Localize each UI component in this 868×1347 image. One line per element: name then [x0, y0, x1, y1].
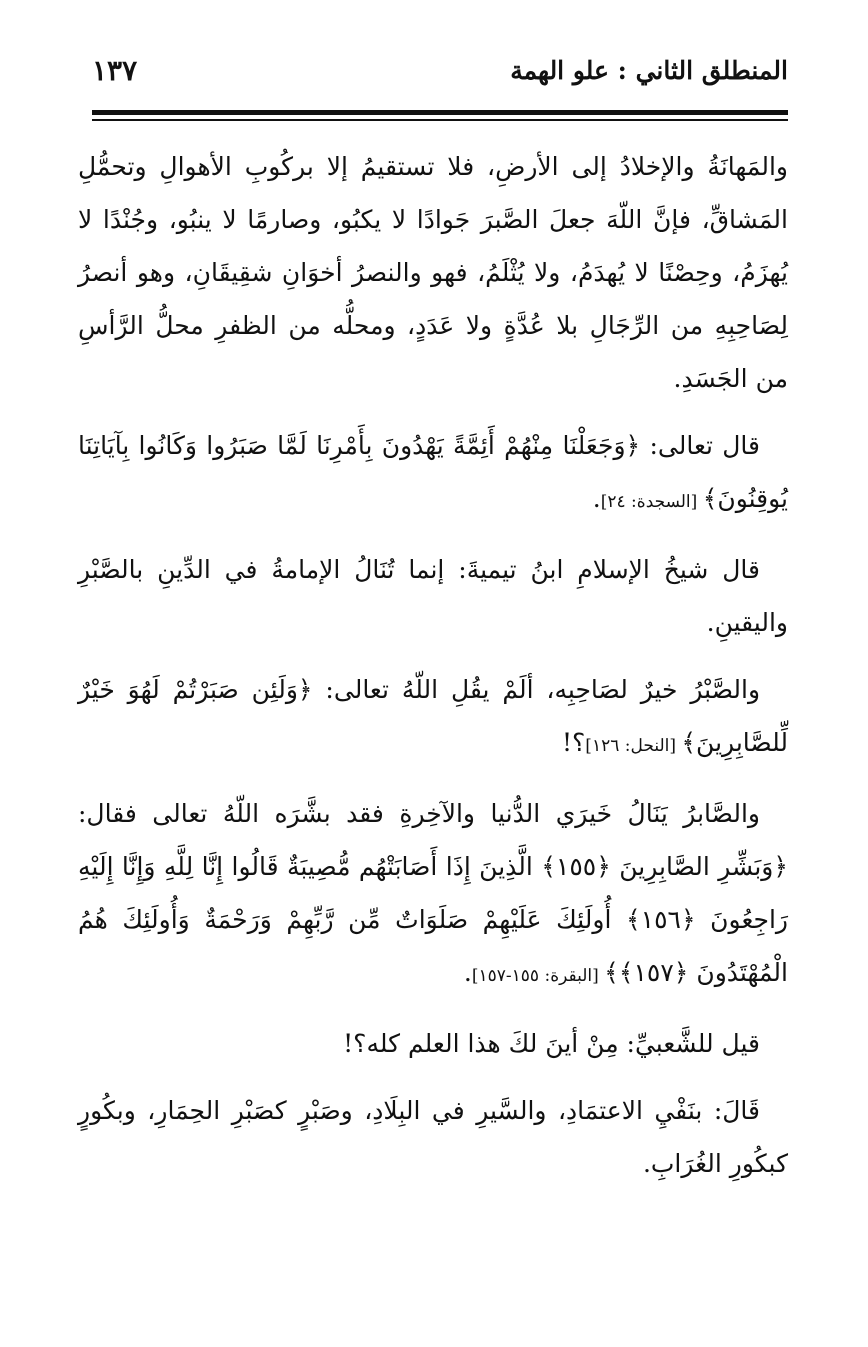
paragraph-tail: . — [463, 958, 472, 987]
paragraph — [78, 1017, 788, 1070]
paragraph — [78, 1084, 788, 1190]
paragraph-text: قال شيخُ الإسلامِ ابنُ تيميةَ: إنما تُنَالُ الإمامةُ في الدِّينِ بالصَّبْرِ واليقينِ. — [78, 555, 788, 637]
paragraph-text: قيل للشَّعبيِّ: مِنْ أينَ لكَ هذا العلم كله؟! — [343, 1029, 760, 1058]
verse-reference: [السجدة: ٢٤] — [600, 492, 703, 512]
paragraph-text: والمَهانَةُ والإخلادُ إلى الأرضِ، فلا تستقيمُ إلا بركُوبِ الأهوالِ وتحمُّلِ المَشاقِّ، فإنَّ اللّهَ جعلَ الصَّبرَ جَوادًا لا يكبُو، وصارمًا لا ينبُو، وجُنْدًا لا يُهزَمُ، وحِصْنًا لا يُهدَمُ، ولا يُثْلَمُ، فهو والنصرُ أخوَانِ شقِيقَانِ، وهو أنصرُ لِصَاحِبِهِ من الرِّجَالِ بلا عُدَّةٍ ولا عَدَدٍ، ومحلُّه من الظفرِ محلُّ الرَّأسِ من الجَسَدِ. — [78, 152, 788, 393]
chapter-title: المنطلق الثاني : علو الهمة — [510, 56, 788, 85]
paragraph-tail: . — [592, 484, 601, 513]
paragraph-lead: قال تعالى: — [640, 431, 760, 460]
page-header — [92, 48, 788, 98]
paragraph — [78, 140, 788, 405]
paragraph-quran-citation — [78, 787, 788, 1003]
paragraph-tail: ؟! — [561, 728, 586, 757]
paragraph-text: قَالَ: بنَفْيِ الاعتمَادِ، والسَّيرِ في البِلَادِ، وصَبْرٍ كصَبْرِ الحِمَارِ، وبكُورٍ كبكُورِ الغُرَابِ. — [78, 1096, 788, 1178]
body-text — [78, 140, 788, 1204]
paragraph-quran-citation — [78, 419, 788, 529]
quran-verse: ﴿وَلَئِن صَبَرْتُمْ لَهُوَ خَيْرٌ لِّلصَّابِرِينَ﴾ — [78, 675, 788, 757]
verse-reference: [البقرة: ١٥٥-١٥٧] — [471, 966, 605, 986]
paragraph-quran-citation — [78, 663, 788, 773]
verse-reference: [النحل: ١٢٦] — [585, 736, 682, 756]
quran-verse: ﴿وَجَعَلْنَا مِنْهُمْ أَئِمَّةً يَهْدُونَ بِأَمْرِنَا لَمَّا صَبَرُوا وَكَانُوا بِآيَاتِنَا يُوقِنُونَ﴾ — [78, 431, 788, 513]
paragraph — [78, 543, 788, 649]
header-rule-thick — [92, 110, 788, 115]
paragraph-lead: والصَّبْرُ خيرٌ لصَاحِبِه، ألَمْ يقُلِ اللّهُ تعالى: — [312, 675, 761, 704]
page-number: ١٣٧ — [92, 54, 138, 87]
paragraph-lead: والصَّابرُ يَنَالُ خَيرَي الدُّنيا والآخِرةِ فقد بشَّرَه اللّهُ تعالى فقال: — [78, 799, 760, 828]
header-rule-thin — [92, 119, 788, 121]
quran-verse: ﴿وَبَشِّرِ الصَّابِرِينَ ﴿١٥٥﴾ الَّذِينَ إِذَا أَصَابَتْهُم مُّصِيبَةٌ قَالُوا إِنَّا لِلَّهِ وَإِنَّا إِلَيْهِ رَاجِعُونَ ﴿١٥٦﴾ أُولَئِكَ عَلَيْهِمْ صَلَوَاتٌ مِّن رَّبِّهِمْ وَرَحْمَةٌ وَأُولَئِكَ هُمُ الْمُهْتَدُونَ ﴿١٥٧﴾﴾ — [78, 852, 789, 987]
